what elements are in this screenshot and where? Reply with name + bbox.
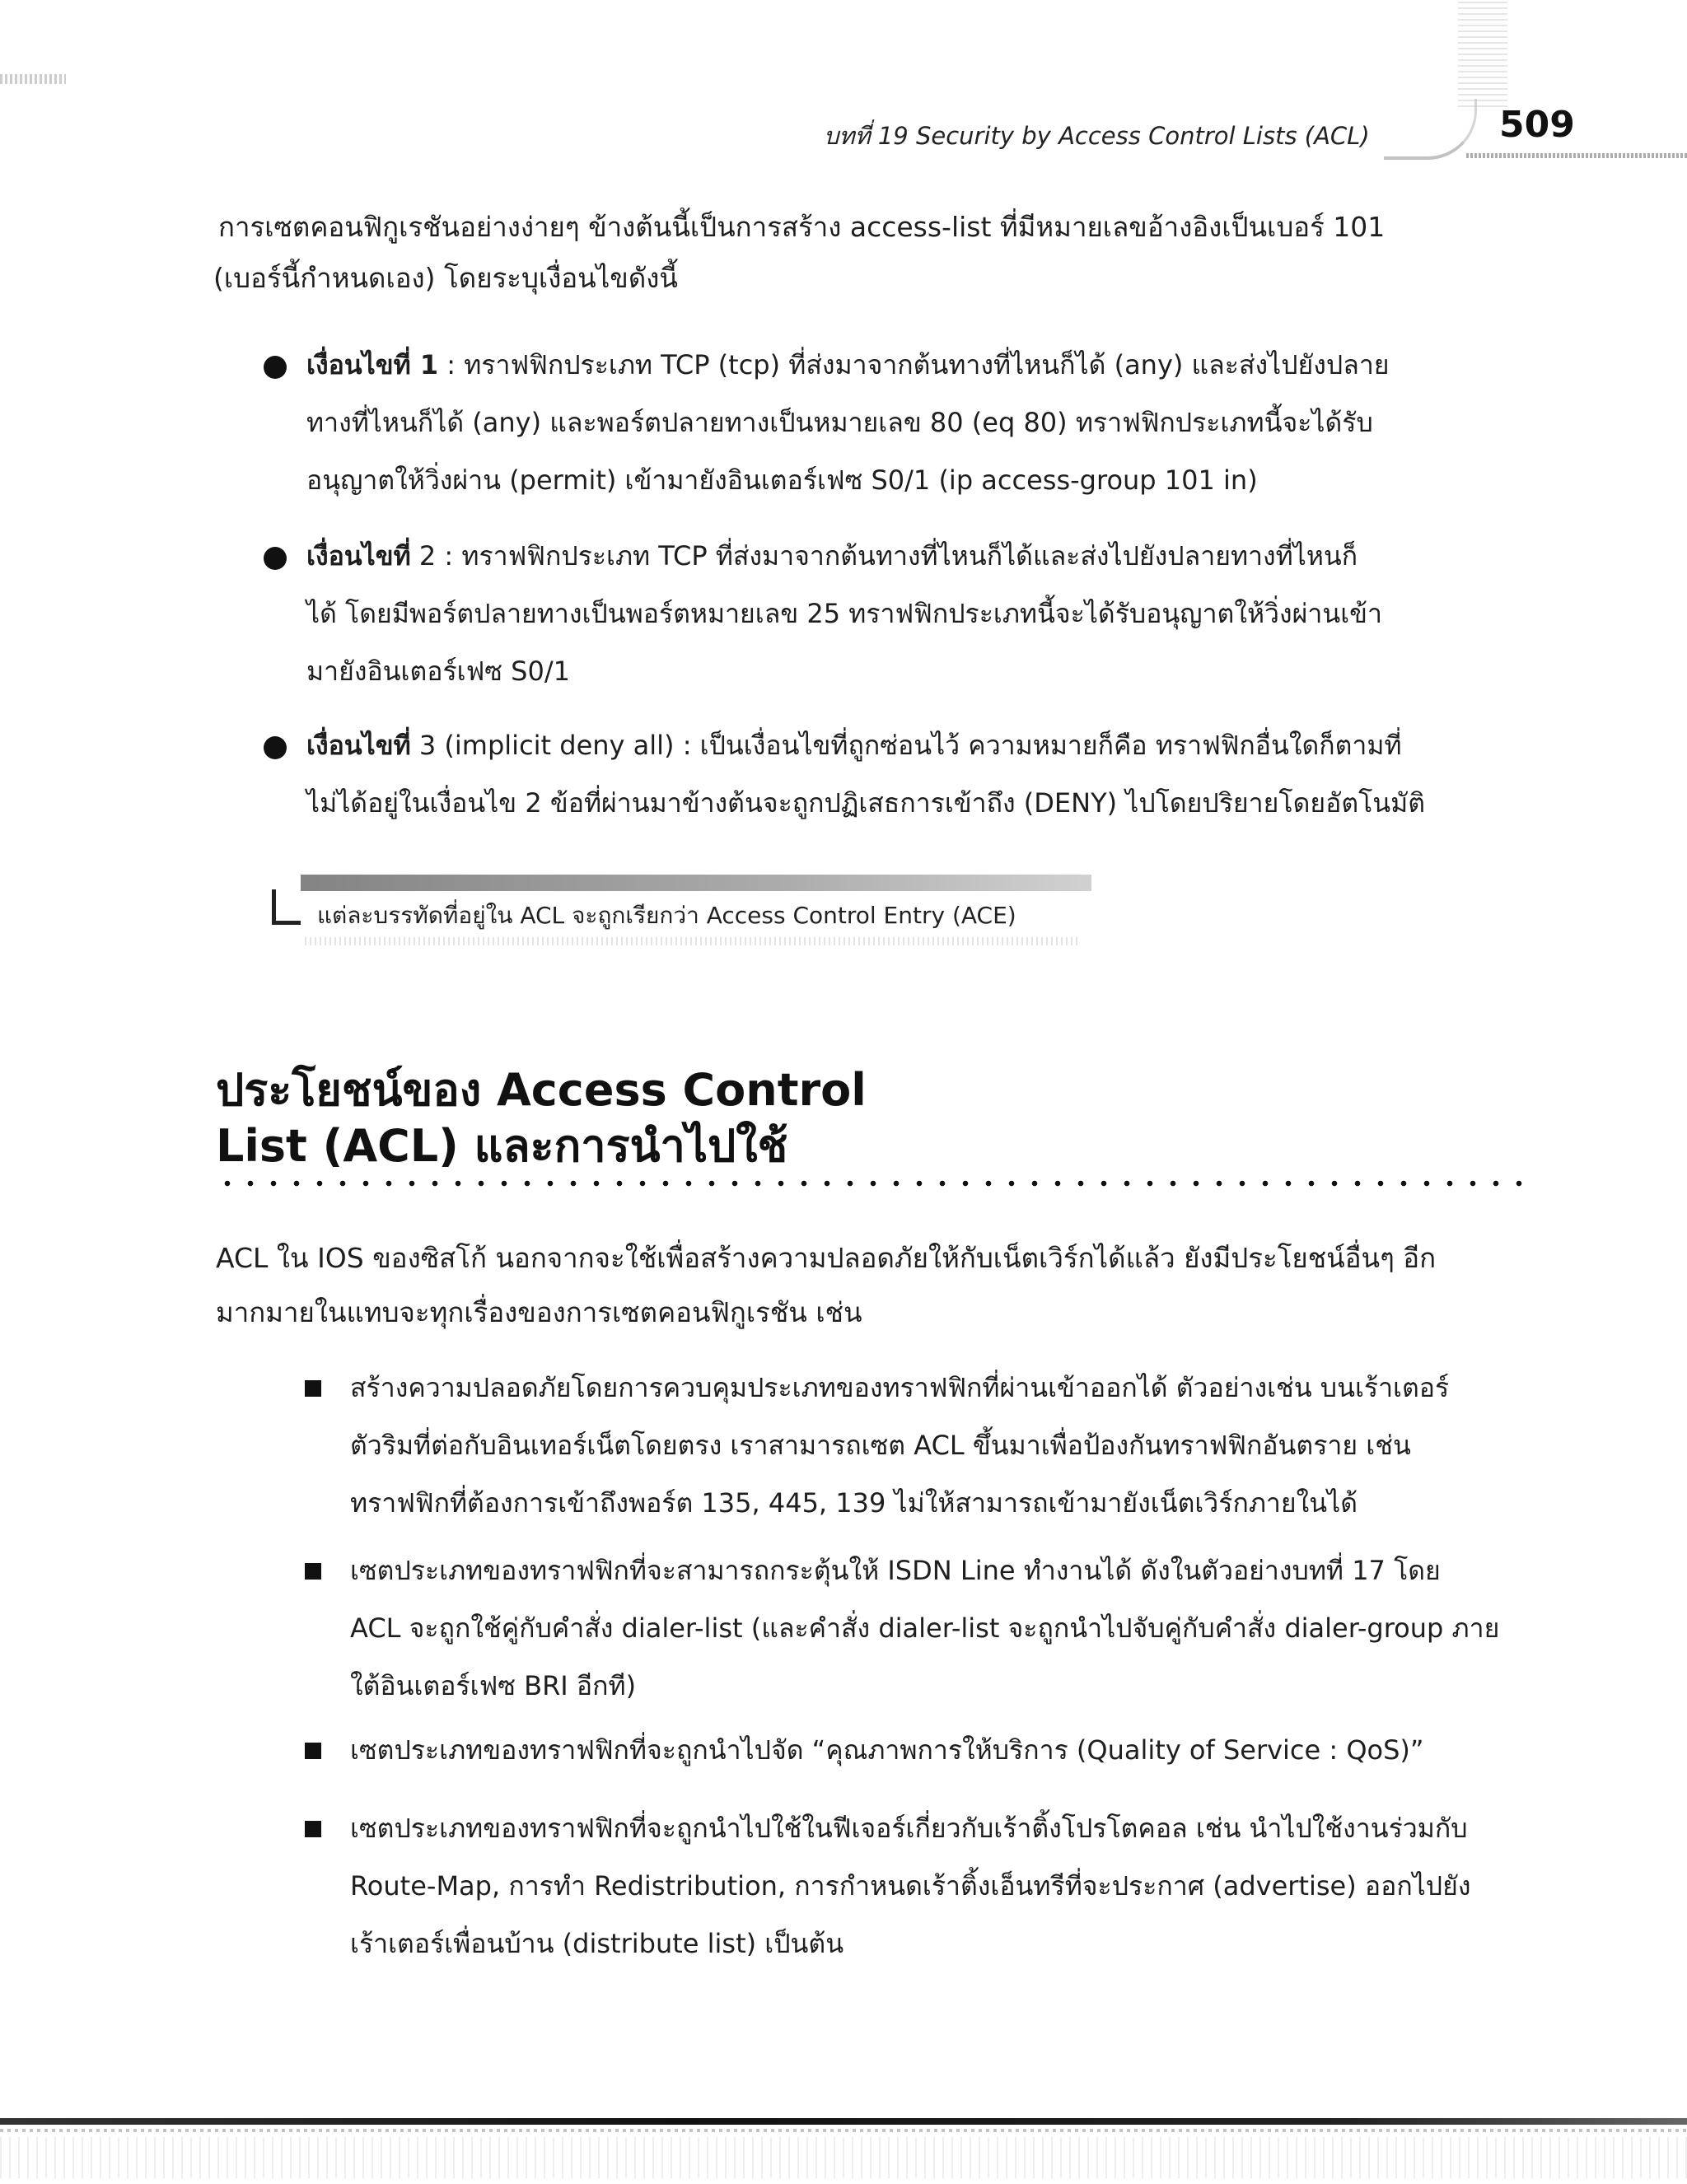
header-rule [1466,153,1687,158]
benefit-line: ใต้อินเตอร์เฟซ BRI อีกที) [350,1670,637,1701]
benefit-line: Route-Map, การทำ Redistribution, การกำหนดเร้าติ้งเอ็นทรีที่จะประกาศ (advertise) ออกไปยัง [350,1870,1471,1902]
benefit-line: เร้าเตอร์เพื่อนบ้าน (distribute list) เป็นต้น [350,1928,844,1959]
footer-rule [0,2118,1687,2125]
benefit-line: ทราฟฟิกที่ต้องการเข้าถึงพอร์ต 135, 445, 139 ไม่ให้สามารถเข้ามายังเน็ตเวิร์กภายในได้ [350,1487,1358,1519]
intro-line: (เบอร์นี้กำหนดเอง) โดยระบุเงื่อนไขดังนี้ [213,262,678,294]
condition-text: 3 (implicit deny all) : เป็นเงื่อนไขที่ถูกซ่อนไว้ ความหมายก็คือ ทราฟฟิกอื่นใดก็ตามที่ [410,730,1402,761]
benefits-intro-line: ACL ใน IOS ของซิสโก้ นอกจากจะใช้เพื่อสร้างความปลอดภัยให้กับเน็ตเวิร์กได้แล้ว ยังมีประโยชน์อื่นๆ อีก [216,1242,1437,1274]
benefit-item [350,1542,1544,1715]
condition-lead: เงื่อนไขที่ [306,730,411,761]
scan-artifact-left [0,74,66,84]
note-underline [305,937,1079,945]
intro-paragraph [213,202,1536,304]
section-heading-line: List (ACL) และการนำไปใช้ [216,1120,788,1172]
benefit-line: เซตประเภทของทราฟฟิกที่จะถูกนำไปจัด “คุณภาพการให้บริการ (Quality of Service : QoS)” [350,1734,1424,1766]
condition-lead: เงื่อนไขที่ 1 [306,349,439,380]
benefit-line: สร้างความปลอดภัยโดยการควบคุมประเภทของทราฟฟิกที่ผ่านเข้าออกได้ ตัวอย่างเช่น บนเร้าเตอร์ [350,1372,1450,1403]
condition-line: ได้ โดยมีพอร์ตปลายทางเป็นพอร์ตหมายเลข 25 ทราฟฟิกประเภทนี้จะได้รับอนุญาตให้วิ่งผ่านเข้า [306,598,1382,629]
benefits-intro-line: มากมายในแทบจะทุกเรื่องของการเซตคอนฟิกูเรชัน เช่น [216,1296,862,1328]
benefit-item [350,1359,1544,1532]
condition-lead: เงื่อนไขที่ [306,540,411,572]
condition-line [306,716,1542,774]
benefit-line: เซตประเภทของทราฟฟิกที่จะสามารถกระตุ้นให้ ISDN Line ทำงานได้ ดังในตัวอย่างบทที่ 17 โดย [350,1555,1441,1586]
condition-line: ไม่ได้อยู่ในเงื่อนไข 2 ข้อที่ผ่านมาข้างต้นจะถูกปฏิเสธการเข้าถึง (DENY) ไปโดยปริยายโดยอัตโนมัติ [306,787,1426,819]
benefits-intro-paragraph [216,1231,1534,1340]
condition-line: อนุญาตให้วิ่งผ่าน (permit) เข้ามายังอินเตอร์เฟซ S0/1 (ip access-group 101 in) [306,464,1258,496]
benefit-item [350,1721,1544,1779]
condition-item [306,716,1542,832]
bullet-square-icon [305,1743,321,1759]
bullet-dot-icon [264,356,287,379]
section-heading-line: ประโยชน์ของ Access Control [216,1064,867,1116]
section-heading [216,1062,867,1174]
bullet-square-icon [305,1380,321,1397]
bullet-dot-icon [264,547,287,570]
condition-line: มายังอินเตอร์เฟซ S0/1 [306,656,570,687]
footer-rule-secondary [0,2129,1687,2132]
condition-text: 2 : ทราฟฟิกประเภท TCP ที่ส่งมาจากต้นทางที่ไหนก็ได้และส่งไปยังปลายทางที่ไหนก็ [410,540,1358,572]
scan-artifact-bottom [0,2137,1687,2178]
condition-line [306,527,1542,585]
note-text: แต่ละบรรทัดที่อยู่ใน ACL จะถูกเรียกว่า Access Control Entry (ACE) [317,902,1016,929]
bullet-square-icon [305,1563,321,1580]
condition-text: : ทราฟฟิกประเภท TCP (tcp) ที่ส่งมาจากต้นทางที่ไหนก็ได้ (any) และส่งไปยังปลาย [438,349,1390,380]
intro-line: การเซตคอนฟิกูเรชันอย่างง่ายๆ ข้างต้นนี้เป็นการสร้าง access-list ที่มีหมายเลขอ้างอิงเป็นเบอร์ 101 [218,211,1386,243]
benefit-line: ตัวริมที่ต่อกับอินเทอร์เน็ตโดยตรง เราสามารถเซต ACL ขึ้นมาเพื่อป้องกันทราฟฟิกอันตราย เช่น [350,1430,1411,1461]
note-header-bar [301,875,1091,891]
condition-line [306,336,1542,394]
condition-item [306,336,1542,509]
page-number: 509 [1499,104,1575,146]
benefit-line: เซตประเภทของทราฟฟิกที่จะถูกนำไปใช้ในฟีเจอร์เกี่ยวกับเร้าติ้งโปรโตคอล เช่น นำไปใช้งานร่วมกับ [350,1813,1468,1844]
note-bracket-icon [272,889,301,925]
benefit-item [350,1799,1544,1972]
benefit-line: ACL จะถูกใช้คู่กับคำสั่ง dialer-list (และคำสั่ง dialer-list จะถูกนำไปจับคู่กับคำสั่ง dialer-group ภาย [350,1612,1500,1644]
condition-item [306,527,1542,700]
chapter-title: บทที่ 19 Security by Access Control Lists (ACL) [824,122,1370,150]
running-header [824,107,1615,156]
bullet-dot-icon [264,736,287,759]
bullet-square-icon [305,1821,321,1837]
scan-artifact-top [1458,0,1507,107]
section-dotted-rule [216,1179,1526,1188]
condition-line: ทางที่ไหนก็ได้ (any) และพอร์ตปลายทางเป็นหมายเลข 80 (eq 80) ทราฟฟิกประเภทนี้จะได้รับ [306,407,1373,438]
